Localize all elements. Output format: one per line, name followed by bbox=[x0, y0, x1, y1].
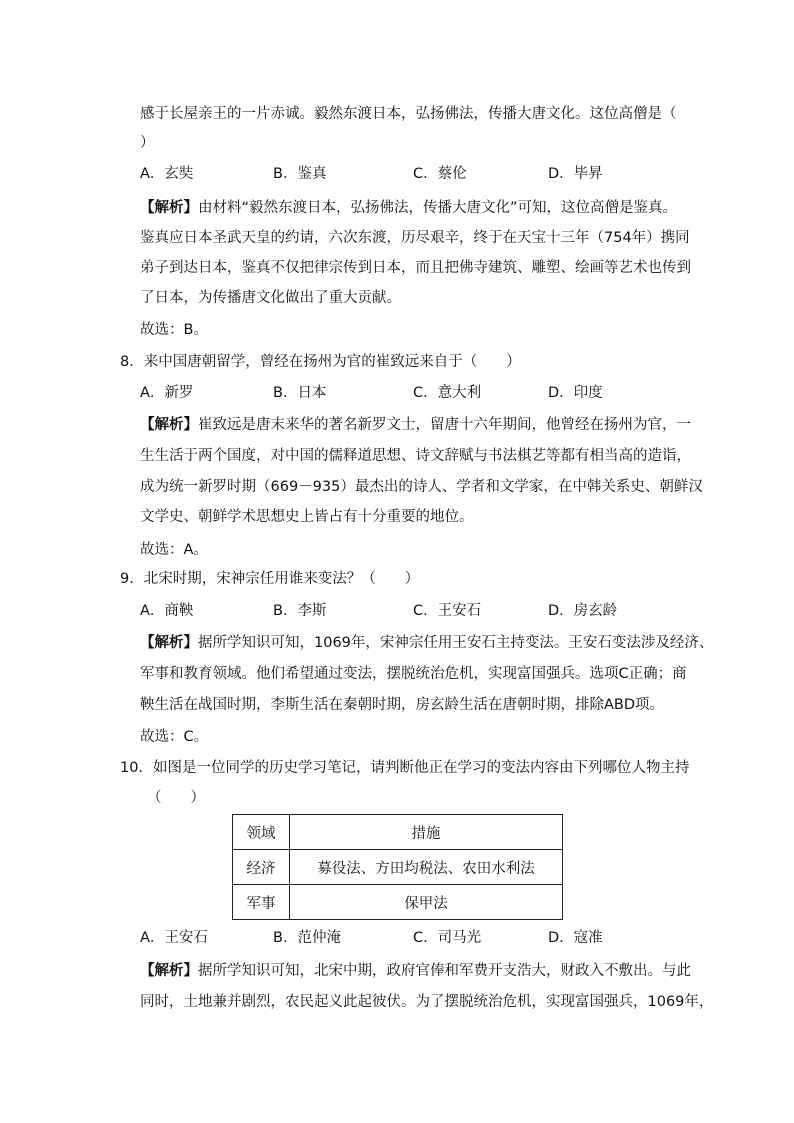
q8-analysis-text-1: 崔致远是唐末来华的著名新罗文士，留唐十六年期间，他曾经在扬州为官，一 bbox=[198, 417, 691, 433]
q8-option-a: A．新罗 bbox=[140, 385, 194, 401]
q10-option-c: C．司马光 bbox=[413, 930, 482, 946]
analysis-tag: 【解析】 bbox=[140, 963, 198, 979]
q8-option-b: B．日本 bbox=[273, 385, 327, 401]
reform-notes-table bbox=[232, 814, 563, 920]
q7-analysis-text-1: 由材料“毅然东渡日本，弘扬佛法，传播大唐文化”可知，这位高僧是鉴真。 bbox=[198, 200, 678, 216]
q7-analysis-line-3: 弟子到达日本，鉴真不仅把律宗传到日本，而且把佛寺建筑、雕塑、绘画等艺术也传到 bbox=[140, 260, 691, 276]
q9-analysis-line-2: 军事和教育领域。他们希望通过变法，摆脱统治危机，实现富国强兵。选项C正确；商 bbox=[140, 666, 687, 682]
q8-stem: 8．来中国唐朝留学，曾经在扬州为官的崔致远来自于（ ） bbox=[120, 354, 521, 370]
table-header-row bbox=[233, 815, 563, 850]
q7-answer: 故选：B。 bbox=[140, 322, 208, 338]
q7-option-c: C．蔡伦 bbox=[413, 166, 467, 182]
q8-option-c: C．意大利 bbox=[413, 385, 482, 401]
q8-analysis-line-1 bbox=[140, 415, 691, 435]
q8-analysis-line-3: 成为统一新罗时期（669－935）最杰出的诗人、学者和文学家，在中韩关系史、朝鲜汉 bbox=[140, 479, 703, 495]
q10-stem-paren: （ ） bbox=[147, 790, 205, 806]
q8-analysis-line-2: 生生活于两个国度，对中国的儒释道思想、诗文辞赋与书法棋艺等都有相当高的造诣， bbox=[140, 448, 691, 464]
analysis-tag: 【解析】 bbox=[140, 200, 198, 216]
q10-option-b: B．范仲淹 bbox=[273, 930, 341, 946]
table-header-cell: 措施 bbox=[290, 815, 563, 850]
q8-option-d: D．印度 bbox=[548, 385, 603, 401]
q10-analysis-line-2: 同时，土地兼并剧烈，农民起义此起彼伏。为了摆脱统治危机，实现富国强兵，1069年， bbox=[140, 994, 714, 1010]
q7-analysis-line-2: 鉴真应日本圣武天皇的约请，六次东渡，历尽艰辛，终于在天宝十三年（754年）携同 bbox=[140, 230, 690, 246]
q10-analysis-line-1 bbox=[140, 961, 691, 981]
q7-option-a: A．玄奘 bbox=[140, 166, 194, 182]
q9-analysis-line-3: 鞅生活在战国时期，李斯生活在秦朝时期，房玄龄生活在唐朝时期，排除ABD项。 bbox=[140, 697, 665, 713]
q7-stem-paren: ） bbox=[140, 135, 155, 151]
table-cell: 募役法、方田均税法、农田水利法 bbox=[290, 850, 563, 885]
q9-analysis-text-1: 据所学知识可知，1069年，宋神宗任用王安石主持变法。王安石变法涉及经济、 bbox=[198, 635, 714, 651]
table-cell: 经济 bbox=[233, 850, 290, 885]
q10-option-d: D．寇准 bbox=[548, 930, 603, 946]
q10-stem: 10．如图是一位同学的历史学习笔记，请判断他正在学习的变法内容由下列哪位人物主持 bbox=[120, 760, 690, 776]
q9-option-c: C．王安石 bbox=[413, 603, 482, 619]
q7-option-b: B．鉴真 bbox=[273, 166, 327, 182]
q10-option-a: A．王安石 bbox=[140, 930, 208, 946]
q8-answer: 故选：A。 bbox=[140, 542, 208, 558]
table-header-cell: 领域 bbox=[233, 815, 290, 850]
q9-option-d: D．房玄龄 bbox=[548, 603, 618, 619]
table-cell: 保甲法 bbox=[290, 885, 563, 920]
q9-stem: 9．北宋时期，宋神宗任用谁来变法？（ ） bbox=[120, 571, 420, 587]
q8-analysis-line-4: 文学史、朝鲜学术思想史上皆占有十分重要的地位。 bbox=[140, 509, 474, 525]
q7-stem-line: 感于长屋亲王的一片赤诚。毅然东渡日本，弘扬佛法，传播大唐文化。这位高僧是（ bbox=[140, 106, 677, 122]
q7-analysis-line-1 bbox=[140, 198, 677, 218]
q9-option-a: A．商鞅 bbox=[140, 603, 194, 619]
q7-analysis-line-4: 了日本，为传播唐文化做出了重大贡献。 bbox=[140, 290, 401, 306]
q7-option-d: D．毕昇 bbox=[548, 166, 603, 182]
table-row bbox=[233, 885, 563, 920]
q9-option-b: B．李斯 bbox=[273, 603, 327, 619]
table-row bbox=[233, 850, 563, 885]
analysis-tag: 【解析】 bbox=[140, 635, 198, 651]
q9-analysis-line-1 bbox=[140, 633, 713, 653]
table-cell: 军事 bbox=[233, 885, 290, 920]
q10-analysis-text-1: 据所学知识可知，北宋中期，政府官俸和军费开支浩大，财政入不敷出。与此 bbox=[198, 963, 691, 979]
q9-answer: 故选：C。 bbox=[140, 729, 209, 745]
analysis-tag: 【解析】 bbox=[140, 417, 198, 433]
